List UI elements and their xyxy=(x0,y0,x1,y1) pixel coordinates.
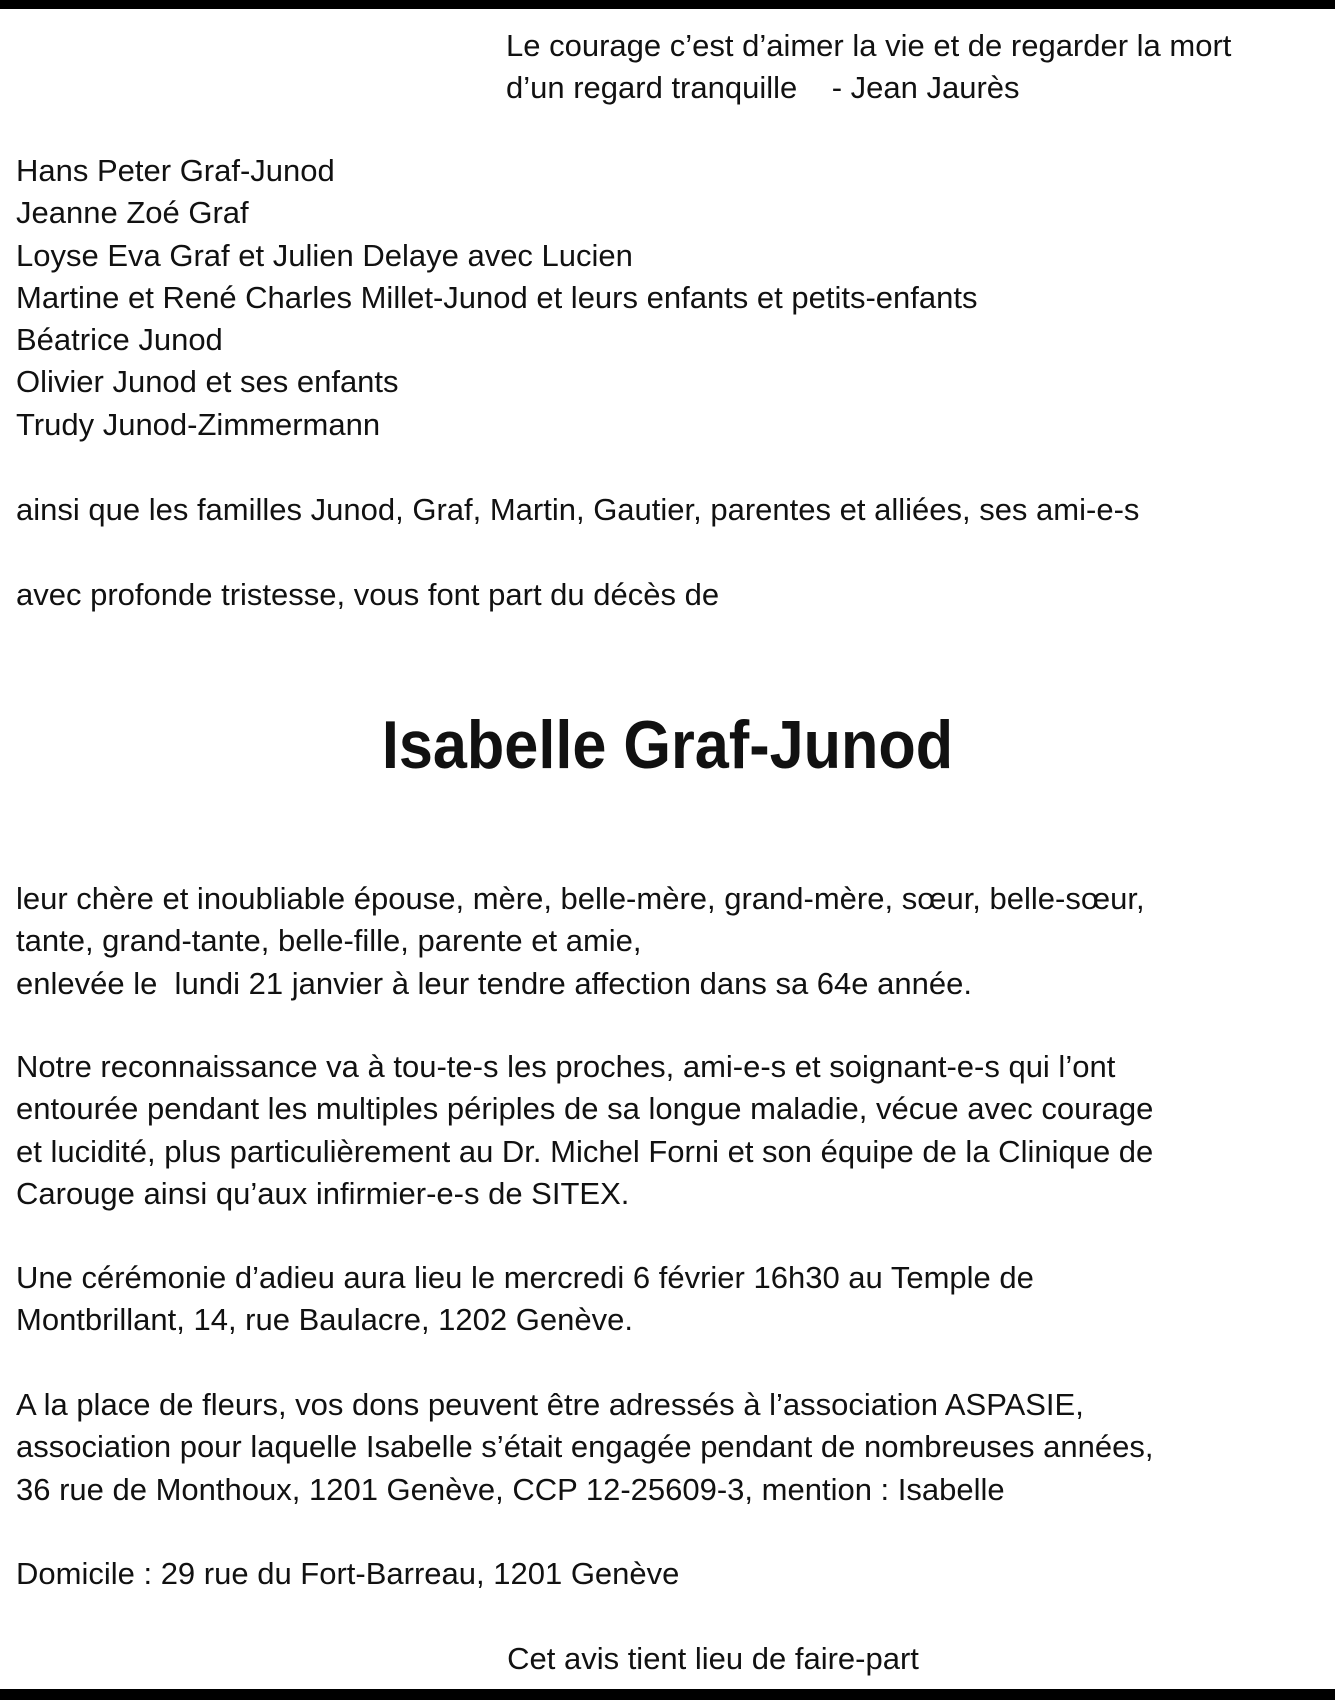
announce-line: avec profonde tristesse, vous font part du décès de xyxy=(16,577,720,612)
thanks-line: et lucidité, plus particulièrement au Dr. Michel Forni et son équipe de la Clinique de xyxy=(16,1133,1154,1169)
description xyxy=(16,878,1145,1005)
donations-line: 36 rue de Monthoux, 1201 Genève, CCP 12-25609-3, mention : Isabelle xyxy=(16,1471,1005,1507)
family-member: Jeanne Zoé Graf xyxy=(16,195,249,231)
families-line: ainsi que les familles Junod, Graf, Martin, Gautier, parentes et alliées, ses ami-e-s xyxy=(16,492,1140,527)
ceremony xyxy=(16,1257,1034,1342)
family-list xyxy=(16,150,977,446)
ceremony-line: Montbrillant, 14, rue Baulacre, 1202 Genève. xyxy=(16,1302,633,1338)
quote xyxy=(506,25,1231,110)
donations-line: A la place de fleurs, vos dons peuvent être adressés à l’association ASPASIE, xyxy=(16,1387,1084,1422)
description-line: leur chère et inoubliable épouse, mère, belle-mère, grand-mère, sœur, belle-sœur, xyxy=(16,881,1145,916)
donations-line: association pour laquelle Isabelle s’était engagée pendant de nombreuses années, xyxy=(16,1429,1154,1465)
family-member: Béatrice Junod xyxy=(16,322,223,358)
family-member: Trudy Junod-Zimmermann xyxy=(16,406,381,442)
bottom-border xyxy=(0,1689,1335,1700)
family-member: Hans Peter Graf-Junod xyxy=(16,153,335,188)
footer-note: Cet avis tient lieu de faire-part xyxy=(507,1641,919,1676)
thanks-line: Carouge ainsi qu’aux infirmier-e-s de SITEX. xyxy=(16,1175,630,1211)
deceased-name: Isabelle Graf-Junod xyxy=(381,707,954,783)
description-line: enlevée le lundi 21 janvier à leur tendre affection dans sa 64e année. xyxy=(16,965,972,1001)
description-line: tante, grand-tante, belle-fille, parente et amie, xyxy=(16,923,642,959)
donations xyxy=(16,1384,1153,1511)
thanks-line: entourée pendant les multiples périples de sa longue maladie, vécue avec courage xyxy=(16,1091,1154,1127)
family-member: Martine et René Charles Millet-Junod et leurs enfants et petits-enfants xyxy=(16,279,978,315)
family-member: Loyse Eva Graf et Julien Delaye avec Lucien xyxy=(16,237,633,273)
quote-line: Le courage c’est d’aimer la vie et de regarder la mort xyxy=(506,28,1232,63)
domicile: Domicile : 29 rue du Fort-Barreau, 1201 Genève xyxy=(16,1556,680,1591)
family-member: Olivier Junod et ses enfants xyxy=(16,364,399,400)
top-border xyxy=(0,0,1335,9)
ceremony-line: Une cérémonie d’adieu aura lieu le mercredi 6 février 16h30 au Temple de xyxy=(16,1260,1034,1295)
quote-line: d’un regard tranquille - Jean Jaurès xyxy=(506,70,1020,106)
thanks-line: Notre reconnaissance va à tou-te-s les proches, ami-e-s et soignant-e-s qui l’ont xyxy=(16,1049,1116,1084)
thanks xyxy=(16,1046,1153,1215)
